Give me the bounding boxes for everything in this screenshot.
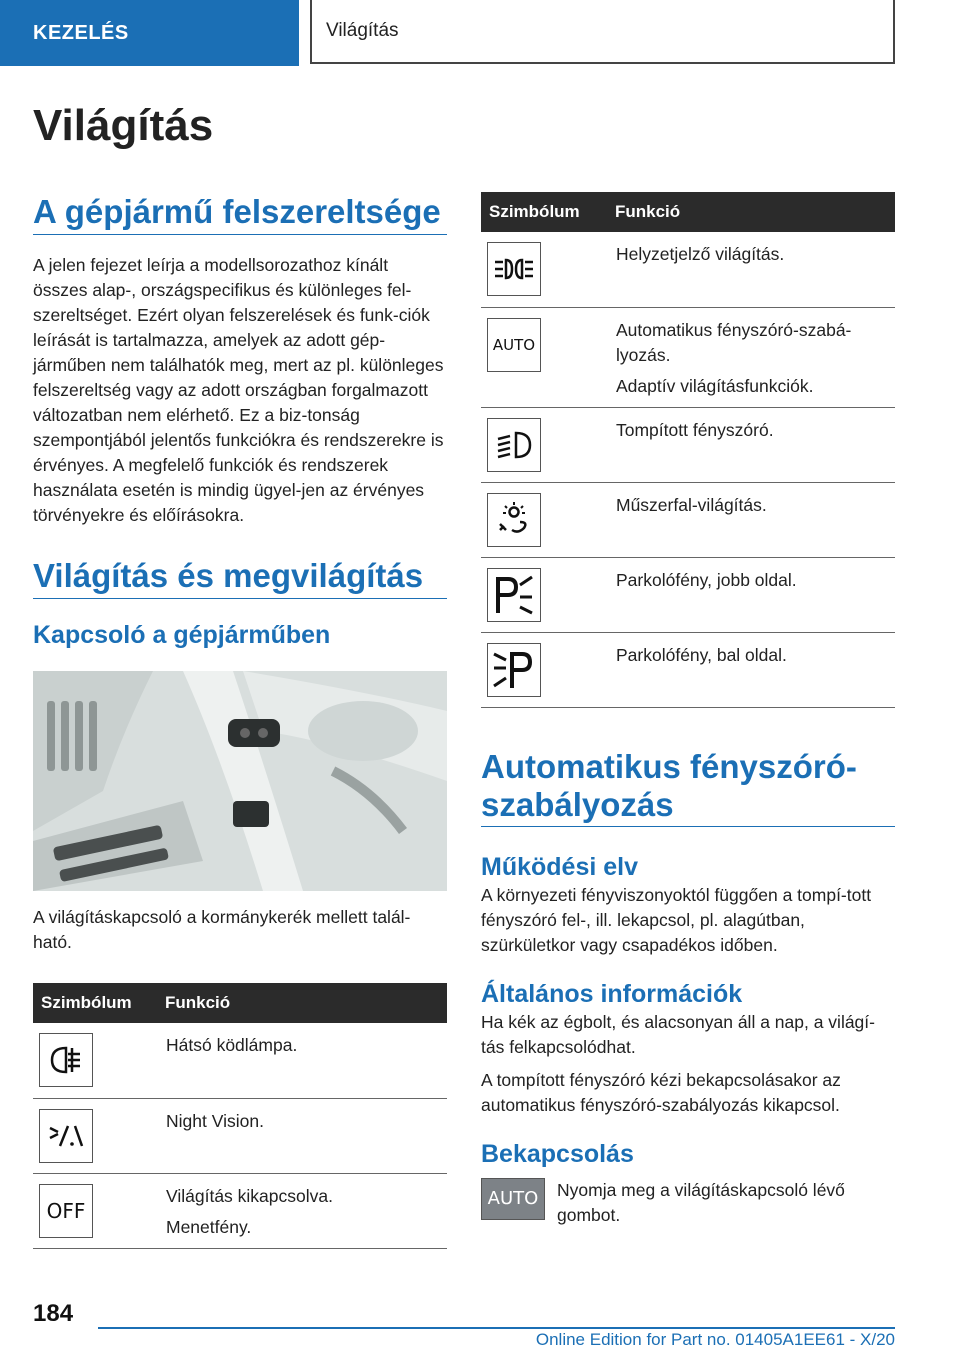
function-text: Műszerfal-világítás. [616, 494, 767, 515]
table-header [481, 192, 895, 232]
off-icon [39, 1184, 93, 1238]
light-switch-photo [33, 671, 447, 891]
table-header [33, 983, 447, 1023]
page-number: 184 [33, 1300, 74, 1327]
switch-on-row [481, 1178, 895, 1228]
table-row [481, 407, 895, 482]
symbol-table-right [481, 192, 895, 708]
function-text: Tompított fényszóró. [616, 419, 774, 440]
parking-light-right-icon [487, 568, 541, 622]
column-header-function: Funkció [157, 983, 447, 1023]
function-text: Hátsó ködlámpa. [166, 1035, 298, 1055]
section-tab[interactable]: KEZELÉS [0, 0, 299, 66]
function-text: Menetfény. [166, 1216, 252, 1237]
edition-link[interactable]: Online Edition for Part no. 01405A1EE61 - X/20 [535, 1330, 895, 1349]
heading-auto-headlights: Automatikus fényszóró-szabályozás [481, 748, 895, 827]
off-icon-label: OFF [46, 1198, 86, 1223]
table-row [481, 307, 895, 407]
general-text-1: Ha kék az égbolt, és alacsonyan áll a nap, a világí-tás felkapcsolódhat. [481, 1011, 875, 1057]
equipment-text: A jelen fejezet leírja a modellsorozathoz kínált összes alap-, országspecifikus és különleges fel-szereltséget. Ezért olyan felszerelések és funk-ciók leírását is tartalmazza, amelyek az adott gép-járműben nem találhatók meg, mert az pl. különleges felszereltség vagy az adott országban forgalmazott változatban nem elérhető. Ez a biz-tonság szempontjából jelentős funkciókra és rendszerekre is érvényes. A megfelelő funkciók és rendszerek használata esetén is mindig ügyel-jen az érvényes törvényekre és előírásokra. [33, 255, 444, 525]
table-row [33, 1098, 447, 1173]
page-header [0, 0, 960, 66]
table-row [481, 482, 895, 557]
right-column [481, 192, 895, 1228]
instrument-lighting-icon [487, 493, 541, 547]
heading-switch: Kapcsoló a gépjárműben [33, 621, 331, 649]
table-row [33, 1173, 447, 1248]
function-text: Parkolófény, bal oldal. [616, 644, 787, 665]
function-text: Night Vision. [166, 1110, 264, 1131]
parking-lights-icon [487, 242, 541, 296]
function-text: Adaptív világításfunkciók. [616, 375, 814, 396]
column-header-function: Funkció [607, 192, 895, 232]
footer-rule [98, 1327, 895, 1329]
table-row [481, 232, 895, 307]
function-text: Világítás kikapcsolva. [166, 1185, 333, 1206]
auto-icon-label: AUTO [492, 335, 536, 354]
heading-lighting: Világítás és megvilágítás [33, 556, 447, 599]
dashboard-illustration [33, 671, 447, 891]
left-column [33, 96, 447, 1249]
auto-icon [487, 318, 541, 372]
switch-on-text: Nyomja meg a világításkapcsoló lévő gombot. [557, 1179, 845, 1225]
column-header-symbol: Szimbólum [33, 983, 157, 1023]
heading-equipment: A gépjármű felszereltsége [33, 192, 447, 235]
page-footer [0, 1300, 960, 1362]
function-text: Helyzetjelző világítás. [616, 244, 785, 264]
photo-caption: A világításkapcsoló a kormánykerék mellett talál-ható. [33, 907, 411, 952]
heading-switch-on: Bekapcsolás [481, 1139, 634, 1168]
night-vision-icon [39, 1109, 93, 1163]
function-text: Automatikus fényszóró-szabá-lyozás. [616, 319, 852, 365]
function-text: Parkolófény, jobb oldal. [616, 569, 797, 590]
rear-fog-lamp-icon [39, 1033, 93, 1087]
table-row [33, 1023, 447, 1098]
column-header-symbol: Szimbólum [481, 192, 607, 232]
parking-light-left-icon [487, 643, 541, 697]
principle-text: A környezeti fényviszonyoktól függően a tompí-tott fényszóró fel-, ill. lekapcsol, pl. alagútban, szürkületkor vagy csapadékos időben. [481, 884, 872, 955]
low-beam-icon [487, 418, 541, 472]
general-text-2: A tompított fényszóró kézi bekapcsolásakor az automatikus fényszóró-szabályozás kikapcsol. [481, 1069, 841, 1115]
heading-general-info: Általános információk [481, 979, 743, 1008]
breadcrumb: Világítás [310, 0, 895, 64]
table-row [481, 557, 895, 632]
symbol-table-left [33, 983, 447, 1249]
table-row [481, 632, 895, 707]
page-title: Világítás [33, 101, 214, 150]
heading-principle: Működési elv [481, 852, 638, 881]
auto-button-icon: AUTO [481, 1178, 545, 1220]
